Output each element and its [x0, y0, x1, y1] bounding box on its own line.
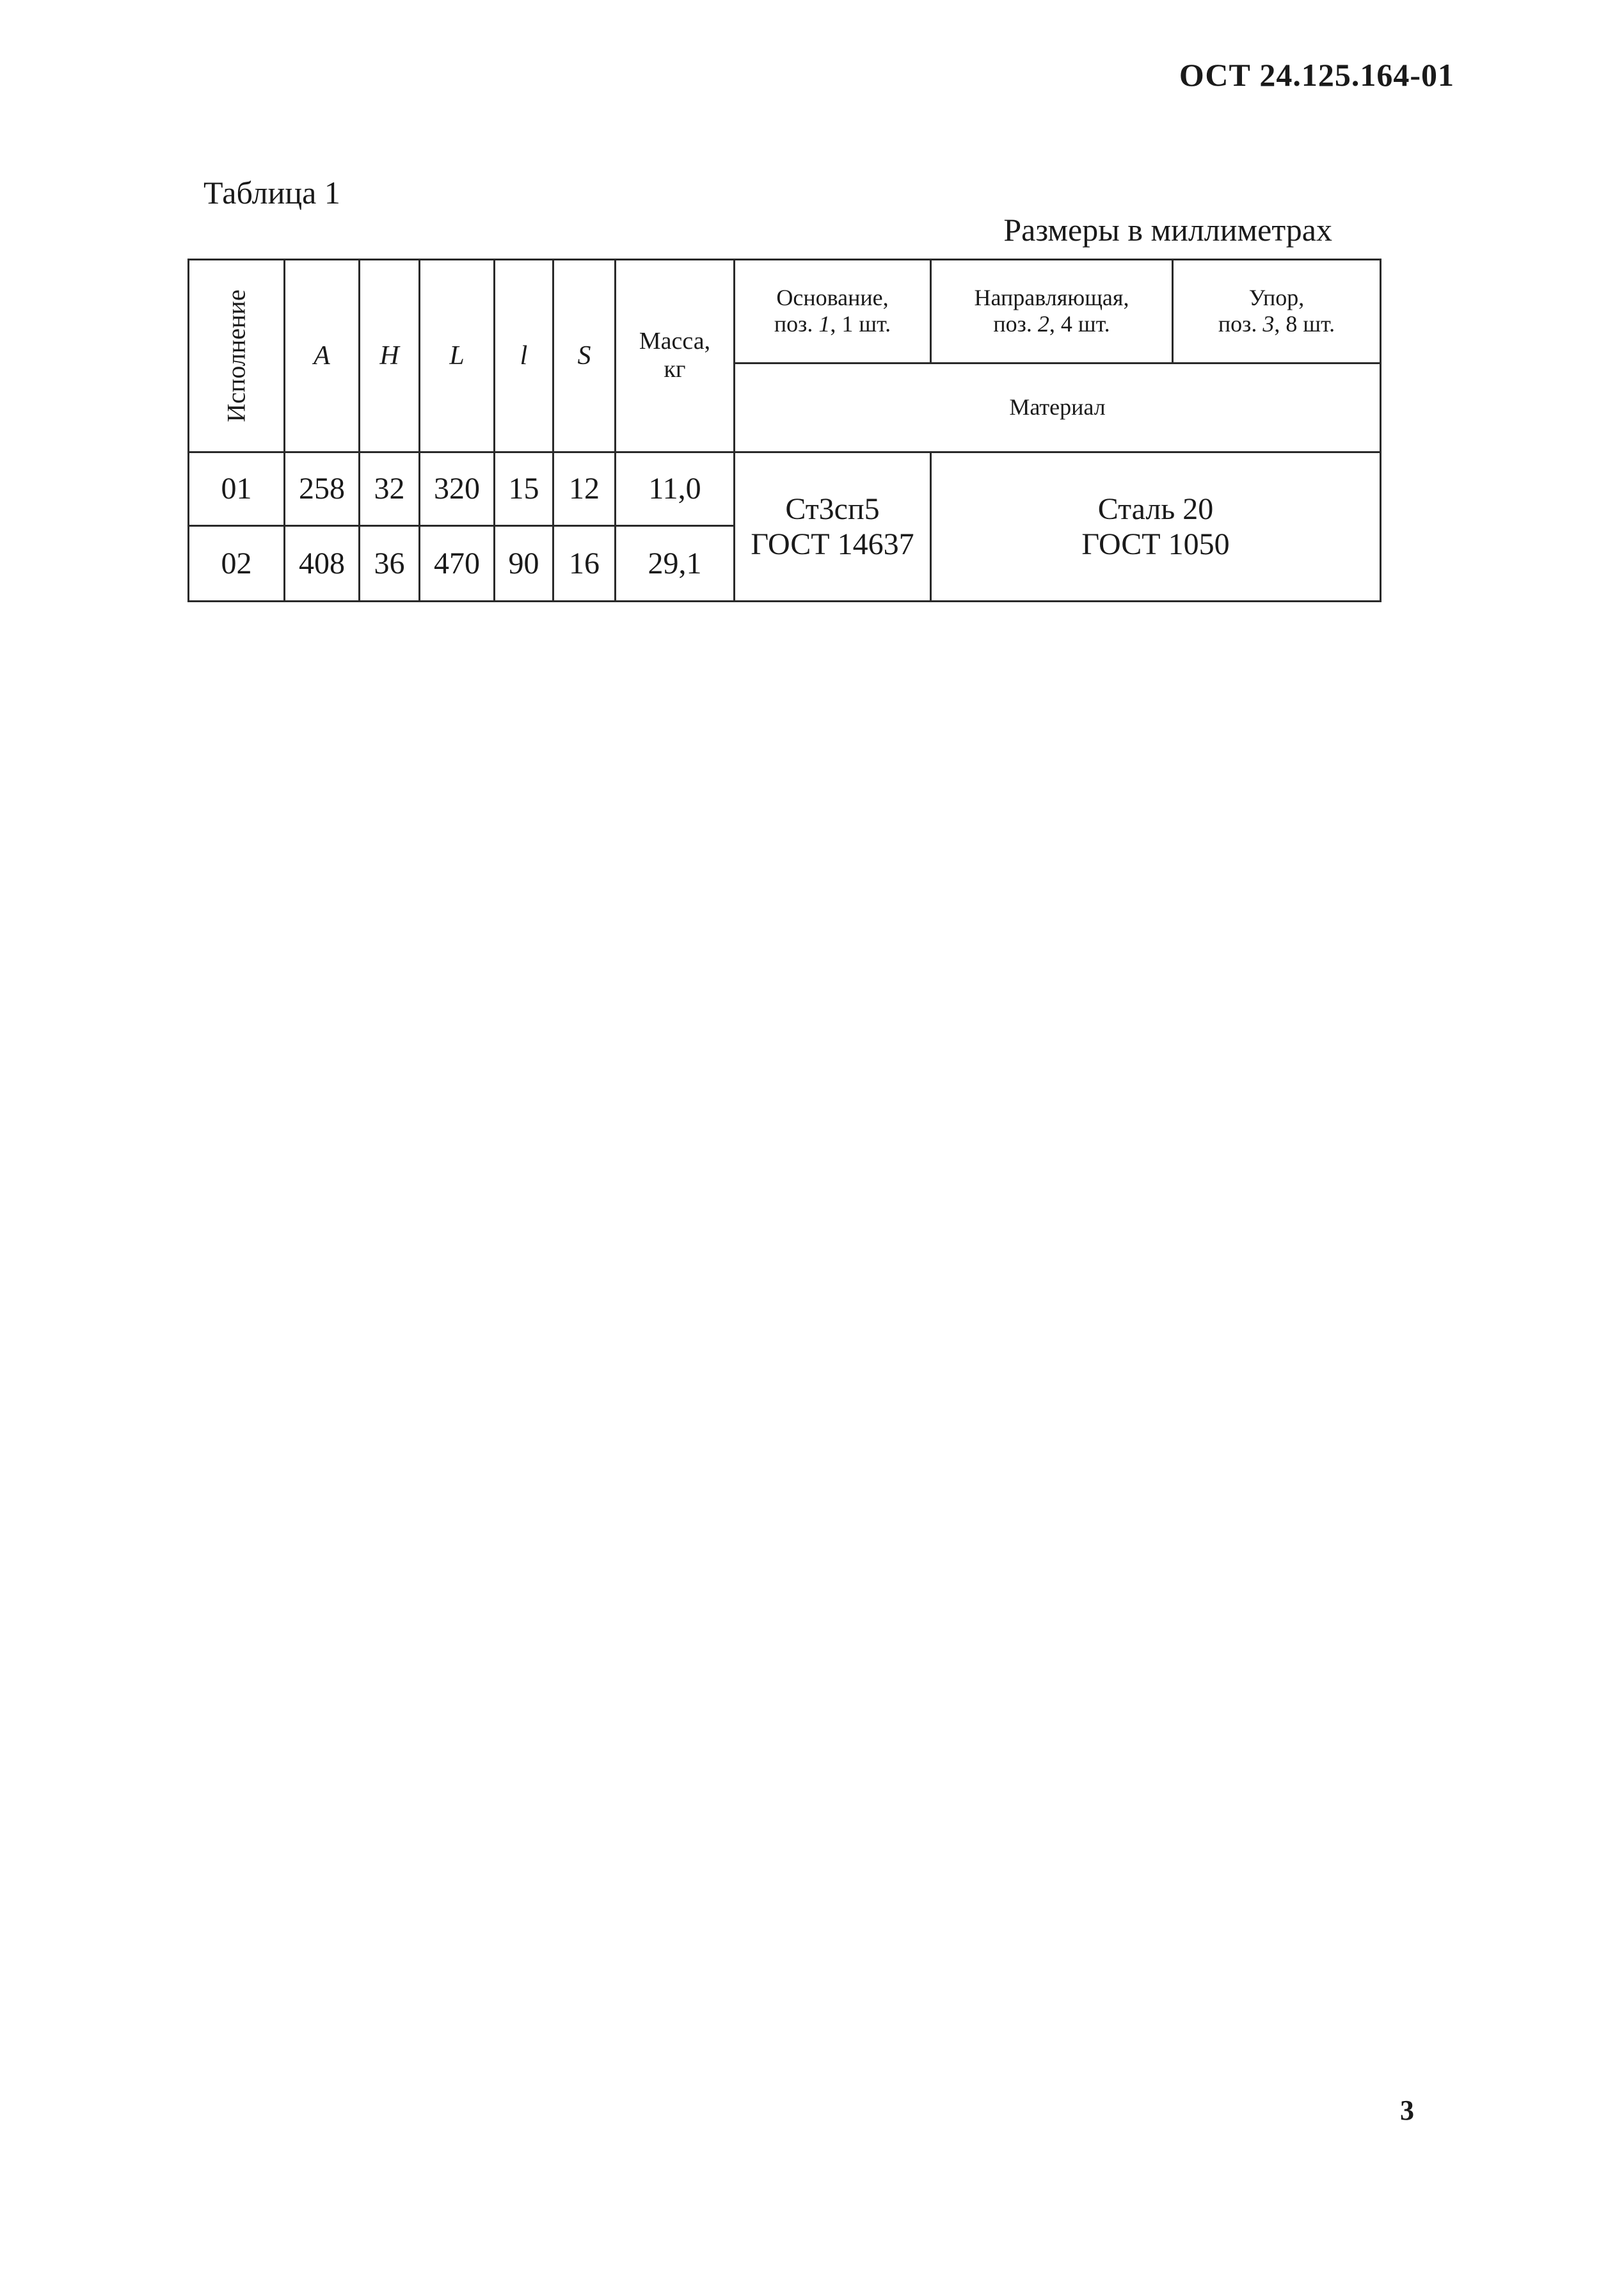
cell-S: 16	[553, 526, 616, 602]
header-A: A	[285, 260, 360, 452]
cell-guide-stop-material	[931, 452, 1381, 602]
table-row	[189, 452, 1381, 526]
header-L: L	[420, 260, 495, 452]
cell-H: 36	[360, 526, 420, 602]
header-base-pos: поз. 1, 1 шт.	[774, 311, 891, 337]
cell-A: 258	[285, 452, 360, 526]
header-stop	[1173, 260, 1381, 364]
table-title: Таблица 1	[203, 175, 340, 211]
cell-variant: 01	[189, 452, 285, 526]
header-base	[735, 260, 931, 364]
header-guide-name: Направляющая,	[974, 284, 1129, 310]
units-note: Размеры в миллиметрах	[1003, 212, 1332, 248]
header-stop-pos: поз. 3, 8 шт.	[1218, 311, 1335, 337]
header-mass	[616, 260, 735, 452]
cell-mass: 29,1	[616, 526, 735, 602]
header-material: Материал	[735, 363, 1381, 452]
spec-table	[187, 259, 1381, 602]
cell-l: 15	[495, 452, 553, 526]
header-variant	[189, 260, 285, 452]
cell-L: 470	[420, 526, 495, 602]
header-stop-name: Упор,	[1248, 284, 1305, 310]
cell-A: 408	[285, 526, 360, 602]
guide-stop-material-grade: Сталь 20	[1097, 492, 1214, 526]
cell-L: 320	[420, 452, 495, 526]
header-variant-label: Исполнение	[221, 289, 251, 422]
cell-mass: 11,0	[616, 452, 735, 526]
header-base-name: Основание,	[776, 284, 889, 310]
header-mass-line2: кг	[664, 356, 686, 383]
header-H: H	[360, 260, 420, 452]
guide-stop-material-standard: ГОСТ 1050	[1081, 527, 1230, 561]
cell-base-material	[735, 452, 931, 602]
header-l: l	[495, 260, 553, 452]
cell-S: 12	[553, 452, 616, 526]
document-code: ОСТ 24.125.164-01	[1179, 57, 1454, 93]
header-mass-line1: Масса,	[639, 328, 711, 355]
cell-variant: 02	[189, 526, 285, 602]
base-material-grade: Ст3сп5	[785, 492, 880, 526]
header-guide-pos: поз. 2, 4 шт.	[993, 311, 1110, 337]
header-guide	[931, 260, 1173, 364]
base-material-standard: ГОСТ 14637	[751, 527, 914, 561]
cell-l: 90	[495, 526, 553, 602]
header-S: S	[553, 260, 616, 452]
page-number: 3	[1400, 2095, 1414, 2126]
cell-H: 32	[360, 452, 420, 526]
